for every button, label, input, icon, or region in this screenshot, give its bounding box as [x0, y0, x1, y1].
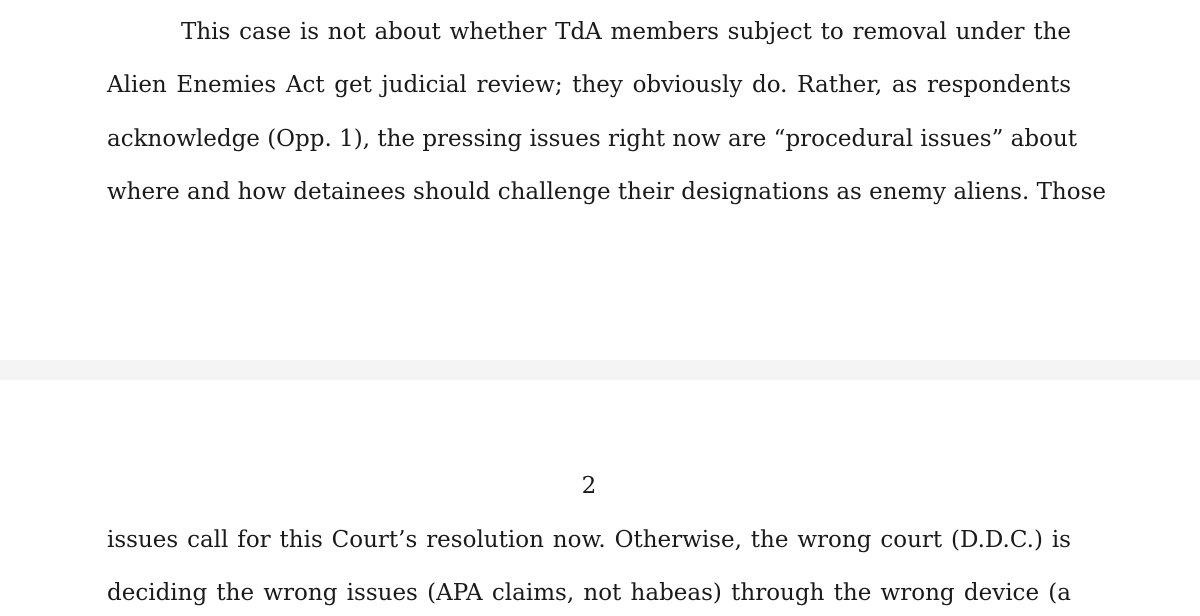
page-number: 2 — [581, 473, 597, 499]
paragraph-line-5: issues call for this Court’s resolution now. Otherwise, the wrong court (D.D.C.) is — [107, 527, 1071, 553]
paragraph-line-2: Alien Enemies Act get judicial review; they obviously do. Rather, as respondents — [107, 72, 1071, 98]
paragraph-line-1: This case is not about whether TdA members subject to removal under the — [181, 19, 1071, 45]
paragraph-line-6: deciding the wrong issues (APA claims, not habeas) through the wrong device (a — [107, 580, 1071, 606]
paragraph-line-3: acknowledge (Opp. 1), the pressing issues right now are “procedural issues” about — [107, 126, 1078, 152]
page-separator — [0, 360, 1200, 380]
paragraph-line-4: where and how detainees should challenge their designations as enemy aliens. Those — [107, 179, 1107, 205]
document-page-bottom — [0, 380, 1200, 616]
